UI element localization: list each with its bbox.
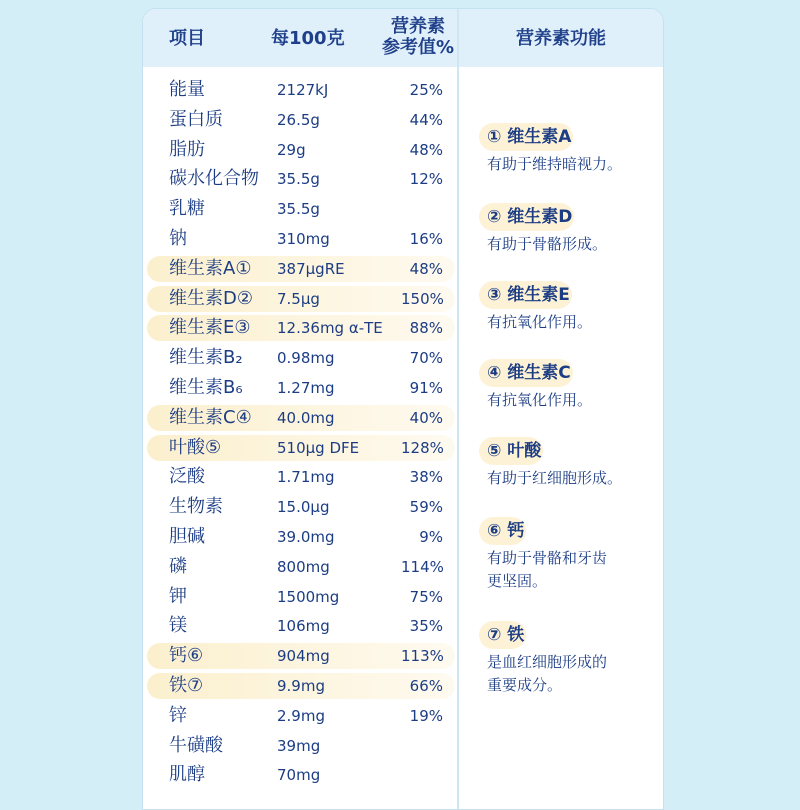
function-title (483, 123, 577, 151)
function-title-text: ① 维生素A (487, 127, 572, 147)
nutrient-amount: 35.5g (277, 170, 320, 189)
nutrient-name: 碳水化合物 (169, 168, 259, 190)
nutrient-amount: 35.5g (277, 200, 320, 219)
function-description: 有助于维持暗视力。 (487, 155, 623, 173)
function-title (483, 281, 576, 309)
function-title (483, 359, 577, 387)
nutrient-nrv: 19% (409, 706, 443, 725)
nutrient-amount: 387μgRE (277, 259, 345, 278)
function-description: 有抗氧化作用。 (487, 391, 593, 409)
nutrient-amount: 70mg (277, 766, 321, 785)
table-row (143, 164, 457, 194)
nutrient-amount: 0.98mg (277, 349, 335, 368)
table-row (143, 313, 457, 343)
nutrient-nrv: 114% (401, 557, 444, 576)
table-row (143, 75, 457, 105)
nutrient-amount: 106mg (277, 617, 330, 636)
nutrient-name: 磷 (169, 555, 187, 577)
nutrient-name: 铁⑦ (169, 675, 204, 696)
nutrient-amount: 510μg DFE (277, 438, 360, 457)
table-row (143, 433, 457, 463)
nutrient-name: 维生素B₂ (169, 347, 243, 369)
nutrient-amount: 1.27mg (277, 379, 335, 397)
function-description: 更坚固。 (487, 572, 548, 590)
nutrient-name: 牛磺酸 (169, 734, 223, 756)
nutrient-name: 乳糖 (169, 198, 205, 220)
table-row (143, 403, 457, 433)
nutrient-amount: 2.9mg (277, 706, 325, 725)
table-header (143, 9, 663, 67)
table-row (143, 701, 457, 731)
nutrient-nrv: 75% (409, 587, 443, 606)
table-row (143, 731, 457, 761)
function-description: 有助于骨骼和牙齿 (487, 549, 608, 567)
nutrient-nrv: 16% (409, 230, 443, 248)
function-description: 是血红细胞形成的 (487, 653, 608, 671)
header-nrv-line2: 参考值% (381, 37, 455, 58)
nutrient-nrv: 88% (409, 319, 443, 338)
function-description: 有助于红细胞形成。 (487, 469, 623, 487)
nutrient-name: 维生素E③ (169, 317, 251, 339)
table-row (143, 462, 457, 492)
nutrient-amount: 15.0μg (277, 498, 330, 517)
nutrient-amount: 9.9mg (277, 677, 325, 695)
nutrient-nrv: 113% (401, 647, 444, 666)
nutrient-name: 胆碱 (169, 526, 205, 547)
nutrient-amount: 26.5g (277, 110, 320, 129)
table-row (143, 343, 457, 373)
function-description: 有抗氧化作用。 (487, 313, 593, 331)
nutrient-nrv: 40% (409, 408, 443, 427)
table-row (143, 254, 457, 284)
function-title-text: ⑥ 钙 (487, 521, 525, 541)
nutrient-name: 叶酸⑤ (169, 436, 222, 458)
nutrient-name: 肌醇 (169, 764, 205, 786)
function-title-text: ④ 维生素C (487, 363, 571, 383)
nutrient-nrv: 12% (409, 170, 443, 189)
header-item: 项目 (169, 28, 205, 49)
nutrient-nrv: 48% (409, 140, 443, 159)
nutrient-nrv: 9% (419, 528, 443, 546)
nutrition-card (142, 8, 664, 810)
table-row (143, 760, 457, 790)
table-row (143, 373, 457, 403)
nutrient-name: 泛酸 (169, 466, 205, 488)
nutrient-amount: 1.71mg (277, 468, 335, 487)
function-title (483, 517, 530, 545)
nutrient-nrv: 70% (409, 349, 443, 368)
table-row (143, 224, 457, 254)
nutrient-amount: 1500mg (277, 587, 340, 606)
table-row (143, 641, 457, 671)
nutrient-name: 镁 (169, 615, 187, 637)
table-row (143, 582, 457, 612)
header-function: 营养素功能 (516, 28, 606, 49)
table-row (143, 194, 457, 224)
function-title-text: ⑦ 铁 (487, 625, 525, 645)
nutrient-name: 钾 (169, 585, 187, 607)
nutrient-name: 钠 (169, 228, 187, 249)
table-row (143, 284, 457, 314)
nutrient-nrv: 25% (409, 81, 443, 99)
nutrient-name: 蛋白质 (169, 108, 223, 130)
nutrient-name: 维生素A① (169, 257, 252, 279)
function-title-text: ⑤ 叶酸 (487, 441, 542, 461)
function-title (483, 437, 547, 465)
nutrient-amount: 904mg (277, 647, 330, 666)
table-row (143, 671, 457, 701)
nutrient-nrv: 38% (409, 468, 443, 487)
nutrient-name: 锌 (169, 704, 187, 726)
header-per100: 每100克 (271, 28, 345, 49)
nutrient-nrv: 150% (401, 289, 444, 308)
nutrient-name: 能量 (169, 79, 205, 100)
nutrient-amount: 39.0mg (277, 528, 335, 546)
nutrient-name: 生物素 (169, 496, 223, 518)
nutrient-amount: 12.36mg α-TE (277, 319, 383, 338)
nutrient-amount: 2127kJ (277, 81, 329, 99)
nutrient-amount: 310mg (277, 230, 330, 248)
nutrient-name: 维生素B₆ (169, 377, 243, 398)
nutrient-nrv: 91% (409, 379, 443, 397)
nutrient-name: 脂肪 (169, 138, 205, 160)
nutrient-amount: 29g (277, 140, 306, 159)
function-title-text: ② 维生素D (487, 207, 573, 227)
nutrient-amount: 800mg (277, 557, 330, 576)
nutrient-amount: 40.0mg (277, 408, 335, 427)
nutrient-nrv: 48% (409, 259, 443, 278)
nutrient-nrv: 44% (409, 110, 443, 129)
function-title-text: ③ 维生素E (487, 285, 570, 305)
nutrient-nrv: 128% (401, 438, 444, 457)
nutrient-name: 维生素D② (169, 287, 253, 309)
table-row (143, 611, 457, 641)
table-row (143, 105, 457, 135)
nutrient-name: 维生素C④ (169, 406, 252, 428)
nutrient-amount: 7.5μg (277, 289, 320, 308)
nutrient-nrv: 35% (409, 617, 443, 636)
table-row (143, 552, 457, 582)
nutrient-name: 钙⑥ (169, 645, 204, 667)
function-description: 重要成分。 (487, 676, 563, 694)
function-title (483, 621, 530, 649)
table-row (143, 522, 457, 552)
nutrient-amount: 39mg (277, 736, 321, 755)
nutrient-nrv: 66% (409, 677, 443, 695)
function-description: 有助于骨骼形成。 (487, 235, 608, 253)
header-nrv-line1: 营养素 (391, 16, 445, 37)
table-row (143, 492, 457, 522)
table-row (143, 135, 457, 165)
function-title (483, 203, 578, 231)
nutrient-nrv: 59% (409, 498, 443, 517)
